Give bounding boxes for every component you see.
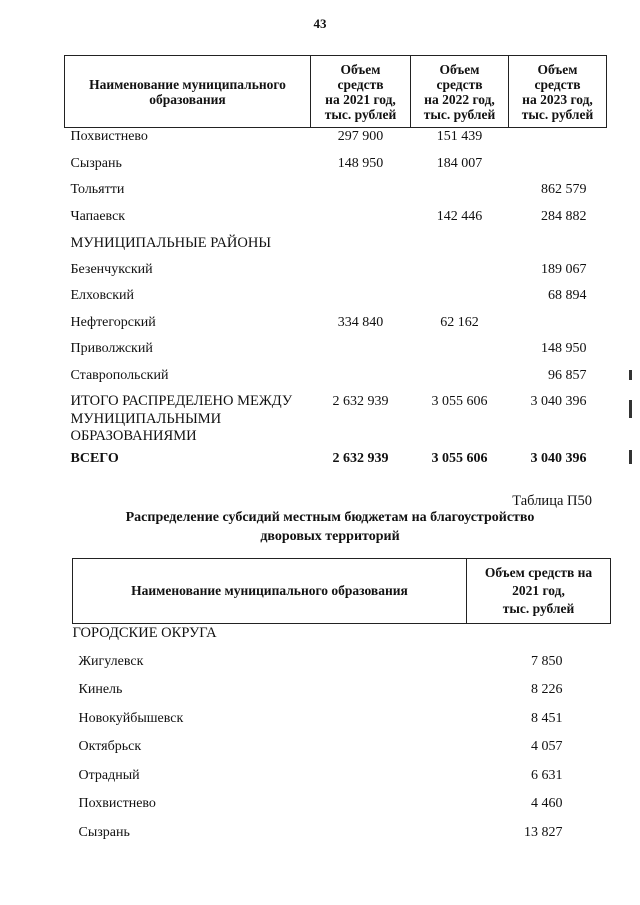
- table-row: Сызрань 13 827: [78, 824, 563, 840]
- total-row: ВСЕГО 2 632 939 3 055 606 3 040 396: [65, 450, 607, 472]
- table-row: Жигулевск 7 850: [78, 653, 563, 669]
- table-title: Распределение субсидий местным бюджетам на благоустройство дворовых территорий: [125, 510, 535, 544]
- col-header-2023: Объем средств на 2023 год, тыс. рублей: [509, 56, 607, 128]
- table-row: Ставропольский 96 857: [70, 367, 587, 383]
- scan-edge-marks: [629, 370, 633, 520]
- table-row: Кинель 8 226: [78, 682, 563, 697]
- table-row: Октябрьск 4 057: [78, 739, 563, 754]
- yard-subsidy-table: [72, 558, 611, 852]
- col-header-name: Наименование муниципального образования: [73, 559, 467, 624]
- table-row: Тольятти 862 579: [70, 182, 587, 197]
- total-label: ВСЕГО: [70, 451, 119, 466]
- table-row: Чапаевск 142 446 284 882: [70, 208, 587, 224]
- table-row: Елховский 68 894: [70, 288, 587, 303]
- table-row: Отрадный 6 631: [78, 767, 563, 783]
- table-row: Похвистнево 4 460: [78, 796, 563, 811]
- col-header-2022: Объем средств на 2022 год, тыс. рублей: [411, 56, 509, 128]
- subtotal-row: ИТОГО РАСПРЕДЕЛЕНО МЕЖДУ МУНИЦИПАЛЬНЫМИ ОБРАЗОВАНИЯМИ 2 632 939 3 055 606 3 040 396: [65, 393, 607, 450]
- subtotal-label: ИТОГО РАСПРЕДЕЛЕНО МЕЖДУ МУНИЦИПАЛЬНЫМИ ОБРАЗОВАНИЯМИ: [70, 393, 293, 444]
- table-row: Новокуйбышевск 8 451: [78, 710, 563, 726]
- table-row: Нефтегорский 334 840 62 162: [70, 314, 479, 330]
- section-heading-row: [65, 234, 607, 261]
- col-header-2021: Объем средств на 2021 год, тыс. рублей: [311, 56, 411, 128]
- section-heading-row: [73, 624, 611, 653]
- table-row: Сызрань 148 950 184 007: [70, 155, 483, 171]
- table-header-row: [65, 56, 607, 128]
- section-heading: МУНИЦИПАЛЬНЫЕ РАЙОНЫ: [70, 235, 271, 251]
- subsidy-table-continued: [64, 55, 607, 472]
- table-label: Таблица П50: [512, 493, 592, 509]
- page-number: 43: [313, 16, 327, 31]
- table-header-row: [73, 559, 611, 624]
- table-row: Похвистнево 297 900 151 439: [70, 129, 483, 144]
- table-row: Безенчукский 189 067: [70, 261, 587, 277]
- section-heading: ГОРОДСКИЕ ОКРУГА: [72, 625, 217, 641]
- col-header-2021: Объем средств на 2021 год, тыс. рублей: [467, 559, 611, 624]
- table-row: Приволжский 148 950: [70, 341, 587, 356]
- col-header-name: Наименование муниципального образования: [65, 56, 311, 128]
